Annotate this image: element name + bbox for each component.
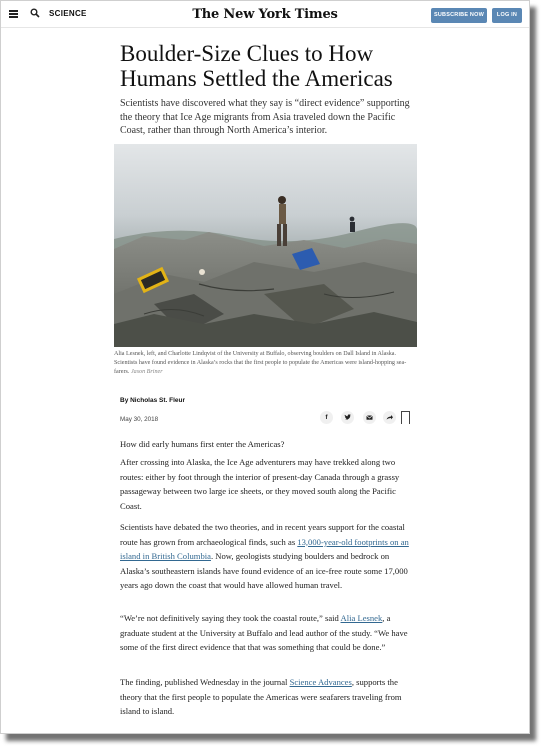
footprints-link[interactable]: 13,000-year-old footprints on an island in British Columbia [120, 536, 409, 562]
facebook-icon[interactable]: f [320, 411, 333, 424]
share-icon[interactable] [383, 411, 396, 424]
paragraph-question: How did early humans first enter the Americas? [120, 439, 285, 449]
publish-date: May 30, 2018 [120, 416, 159, 423]
paragraph-quote-text-b: , a graduate student at the University at Buffalo and lead author of the study. “We have some of the first direct evidence that that was something that could be done.” [120, 613, 408, 653]
top-navigation-bar [1, 1, 529, 28]
paragraph-debate-text-a: Scientists have debated the two theories, and in recent years support for the coastal route has grown from archaeological finds, such as [120, 522, 405, 547]
paragraph-routes: After crossing into Alaska, the Ice Age adventurers may have trekked along two routes: either by foot through the interior of present-day Canada through a grassy passageway between two large ice sheets, or they moved south along the Pacific Coast. [120, 457, 400, 511]
login-button[interactable]: LOG IN [492, 8, 522, 23]
paragraph-quote-text-a: “We’re not definitively saying they took the coastal route,” said [120, 613, 341, 623]
section-link[interactable]: SCIENCE [49, 9, 87, 18]
article-summary: Scientists have discovered what they say is “direct evidence” supporting the theory that Ice Age migrants from Asia traveled down the Pacific Coast, rather than through North America’s interior. [120, 98, 410, 136]
byline[interactable]: By Nicholas St. Fleur [120, 397, 186, 404]
paragraph-debate-text-b: . Now, geologists studying boulders and bedrock on Alaska’s southeastern islands have found evidence of an ice-free route some 17,000 years ago down the coast that would have allowed human travel. [120, 551, 408, 591]
photo-caption [114, 350, 417, 376]
photo-credit: Jason Briner [130, 368, 163, 375]
twitter-icon[interactable] [341, 411, 354, 424]
science-advances-link[interactable]: Science Advances [289, 677, 352, 687]
paragraph-quote [120, 611, 412, 655]
bookmark-icon[interactable] [401, 411, 410, 424]
article-headline: Boulder-Size Clues to How Humans Settled the Americas [120, 41, 393, 91]
paragraph-finding [120, 675, 412, 719]
email-icon[interactable] [363, 411, 376, 424]
paragraph-finding-text-a: The finding, published Wednesday in the journal [120, 677, 290, 687]
alia-lesnek-link[interactable]: Alia Lesnek [340, 613, 383, 623]
article-photo [114, 144, 417, 347]
paragraph-debate [120, 520, 412, 593]
nyt-logo[interactable]: The New York Times [192, 7, 338, 22]
caption-text: Alia Lesnek, left, and Charlotte Lindqvist of the University at Buffalo, observing boulders on Dall Island in Alaska. Scientists have found evidence in Alaska’s rocks that the first people to populate the Americas were island-hopping sea-farers. [114, 351, 407, 375]
paragraph-finding-text-b: , supports the theory that the first people to populate the Americas were seafarers traveling from island to island. [120, 677, 402, 717]
subscribe-button[interactable]: SUBSCRIBE NOW [431, 8, 487, 23]
